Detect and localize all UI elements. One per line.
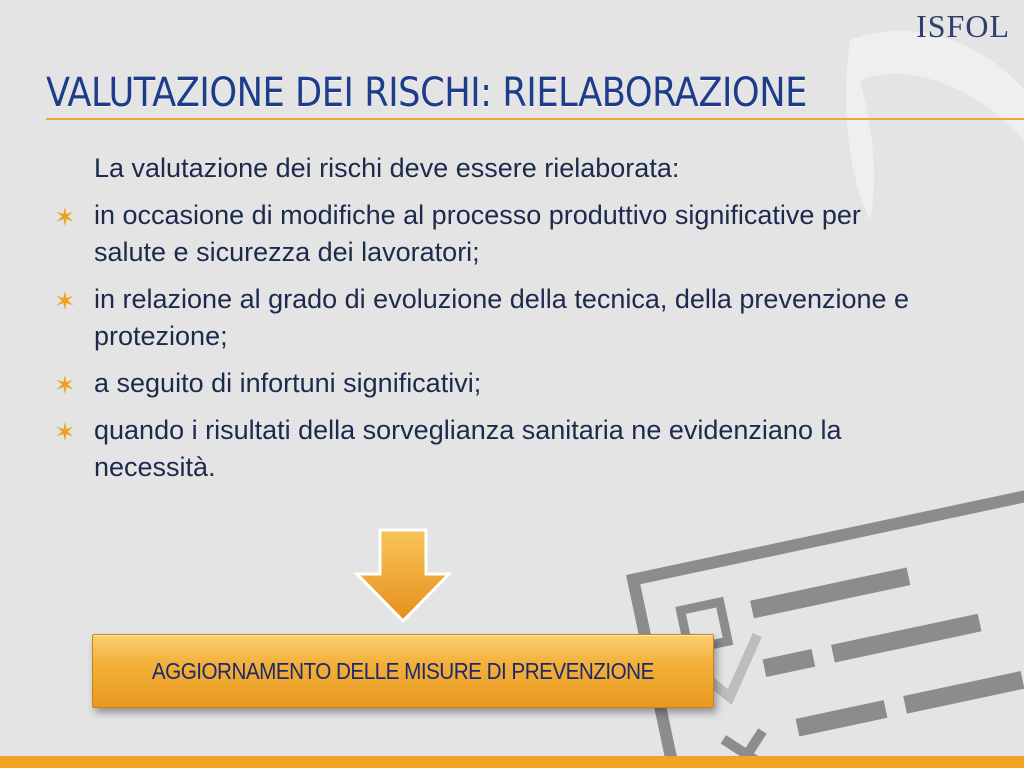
isfol-logo: ISFOL (916, 8, 1010, 44)
action-box-misure-prevenzione[interactable] (92, 634, 714, 708)
star-icon: ✶ (54, 286, 76, 316)
checklist-illustration (633, 492, 1024, 768)
bullet-text: a seguito di infortuni significativi; (94, 368, 482, 398)
list-item (54, 412, 914, 486)
bullet-list (54, 197, 914, 486)
bullet-text: in relazione al grado di evoluzione della tecnica, della prevenzione e protezione; (94, 284, 910, 351)
list-item (54, 197, 914, 271)
down-arrow-icon (354, 528, 452, 624)
action-box-label: AGGIORNAMENTO DELLE MISURE DI PREVENZIONE (152, 657, 654, 684)
star-icon: ✶ (54, 370, 76, 400)
footer-bar (0, 756, 1024, 768)
intro-text: La valutazione dei rischi deve essere rielaborata: (94, 153, 680, 183)
star-icon: ✶ (54, 202, 76, 232)
list-item (54, 365, 914, 402)
star-icon: ✶ (54, 417, 76, 447)
bullet-text: quando i risultati della sorveglianza sanitaria ne evidenziano la necessità. (94, 415, 842, 482)
slide-title: VALUTAZIONE DEI RISCHI: RIELABORAZIONE (46, 70, 807, 116)
bullet-text: in occasione di modifiche al processo produttivo significative per salute e sicurezza dei lavoratori; (94, 200, 861, 267)
title-divider (46, 118, 1024, 120)
slide-body (54, 150, 914, 496)
list-item (54, 281, 914, 355)
